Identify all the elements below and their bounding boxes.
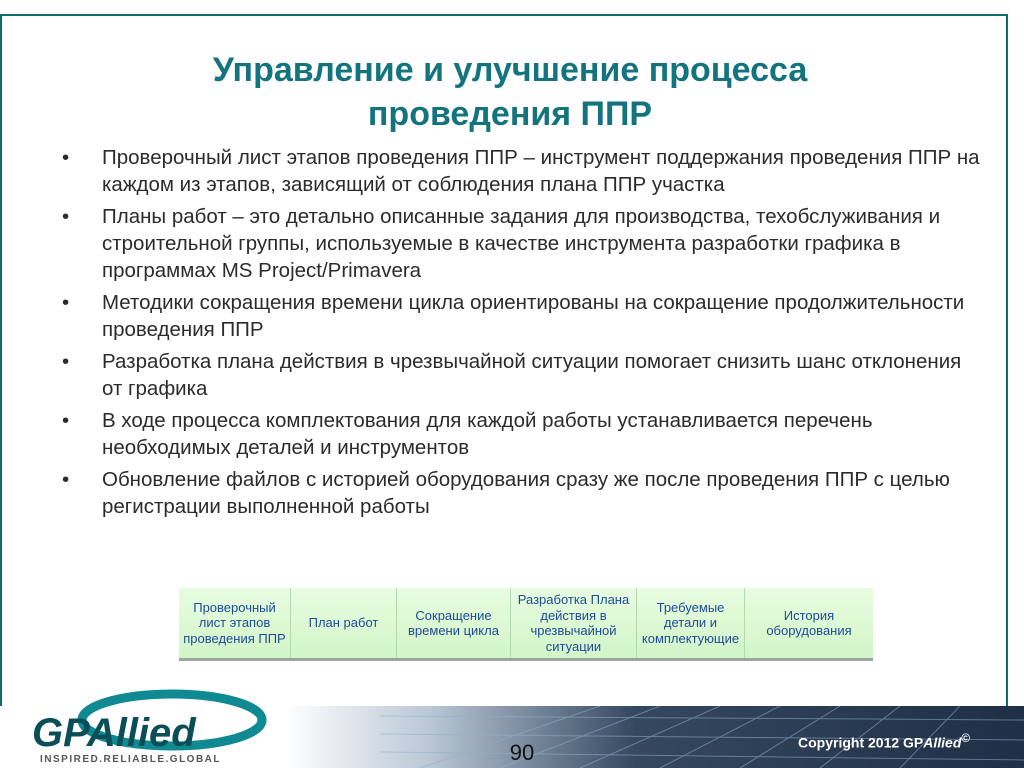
bullet-marker: • [62,291,70,314]
bullet-marker: • [62,409,70,432]
bullet-text: Методики сокращения времени цикла ориентированы на сокращение продолжительности проведения ППР [102,291,965,341]
bullet-marker: • [62,146,70,169]
bullet-marker: • [62,350,70,373]
title-line-2: проведения ППР [367,95,653,133]
table-cell-emergency-plan: Разработка Плана действия в чрезвычайной ситуации [511,588,637,658]
bullet-text: В ходе процесса комплектования для каждой работы устанавливается перечень необходимых деталей и инструментов [102,409,873,459]
table-cell-cycle-time: Сокращение времени цикла [397,588,511,658]
bullet-text: Разработка плана действия в чрезвычайной ситуации помогает снизить шанс отклонения от графика [102,350,962,400]
bullet-text: Обновление файлов с историей оборудования сразу же после проведения ППР с целью регистрации выполненной работы [102,468,950,518]
bullet-marker: • [62,468,70,491]
bullet-marker: • [62,205,70,228]
svg-text:INSPIRED.RELIABLE.GLOBAL: INSPIRED.RELIABLE.GLOBAL [40,754,222,765]
page-number: 90 [509,740,535,765]
bullet-item [62,144,982,198]
copyright-notice [798,732,970,751]
bullet-item [62,407,982,461]
slide-title [100,48,920,136]
gpallied-logo [22,684,282,768]
bullet-item [62,348,982,402]
title-line-1: Управление и улучшение процесса [212,51,808,89]
bullet-list [62,144,982,525]
process-table [179,588,873,661]
table-cell-checklist: Проверочный лист этапов проведения ППР [179,588,291,658]
table-cell-work-plan: План работ [291,588,397,658]
bullet-text: Проверочный лист этапов проведения ППР – инструмент поддержания проведения ППР на каждом из этапов, зависящий от соблюдения плана ППР участка [102,146,980,196]
copyright-prefix: Copyright 2012 GP [798,734,924,751]
bullet-text: Планы работ – это детально описанные задания для производства, техобслуживания и строительной группы, используемые в качестве инструмента разработки графика в программах MS Project/Primavera [102,205,941,282]
bullet-item [62,466,982,520]
table-cell-required-parts: Требуемые детали и комплектующие [637,588,745,658]
bullet-item [62,289,982,343]
svg-text:GPAllied: GPAllied [32,711,196,755]
copyright-mark: © [961,732,970,745]
bullet-item [62,203,982,284]
table-cell-equipment-history: История оборудования [766,607,852,638]
copyright-brand: Allied [923,734,962,751]
